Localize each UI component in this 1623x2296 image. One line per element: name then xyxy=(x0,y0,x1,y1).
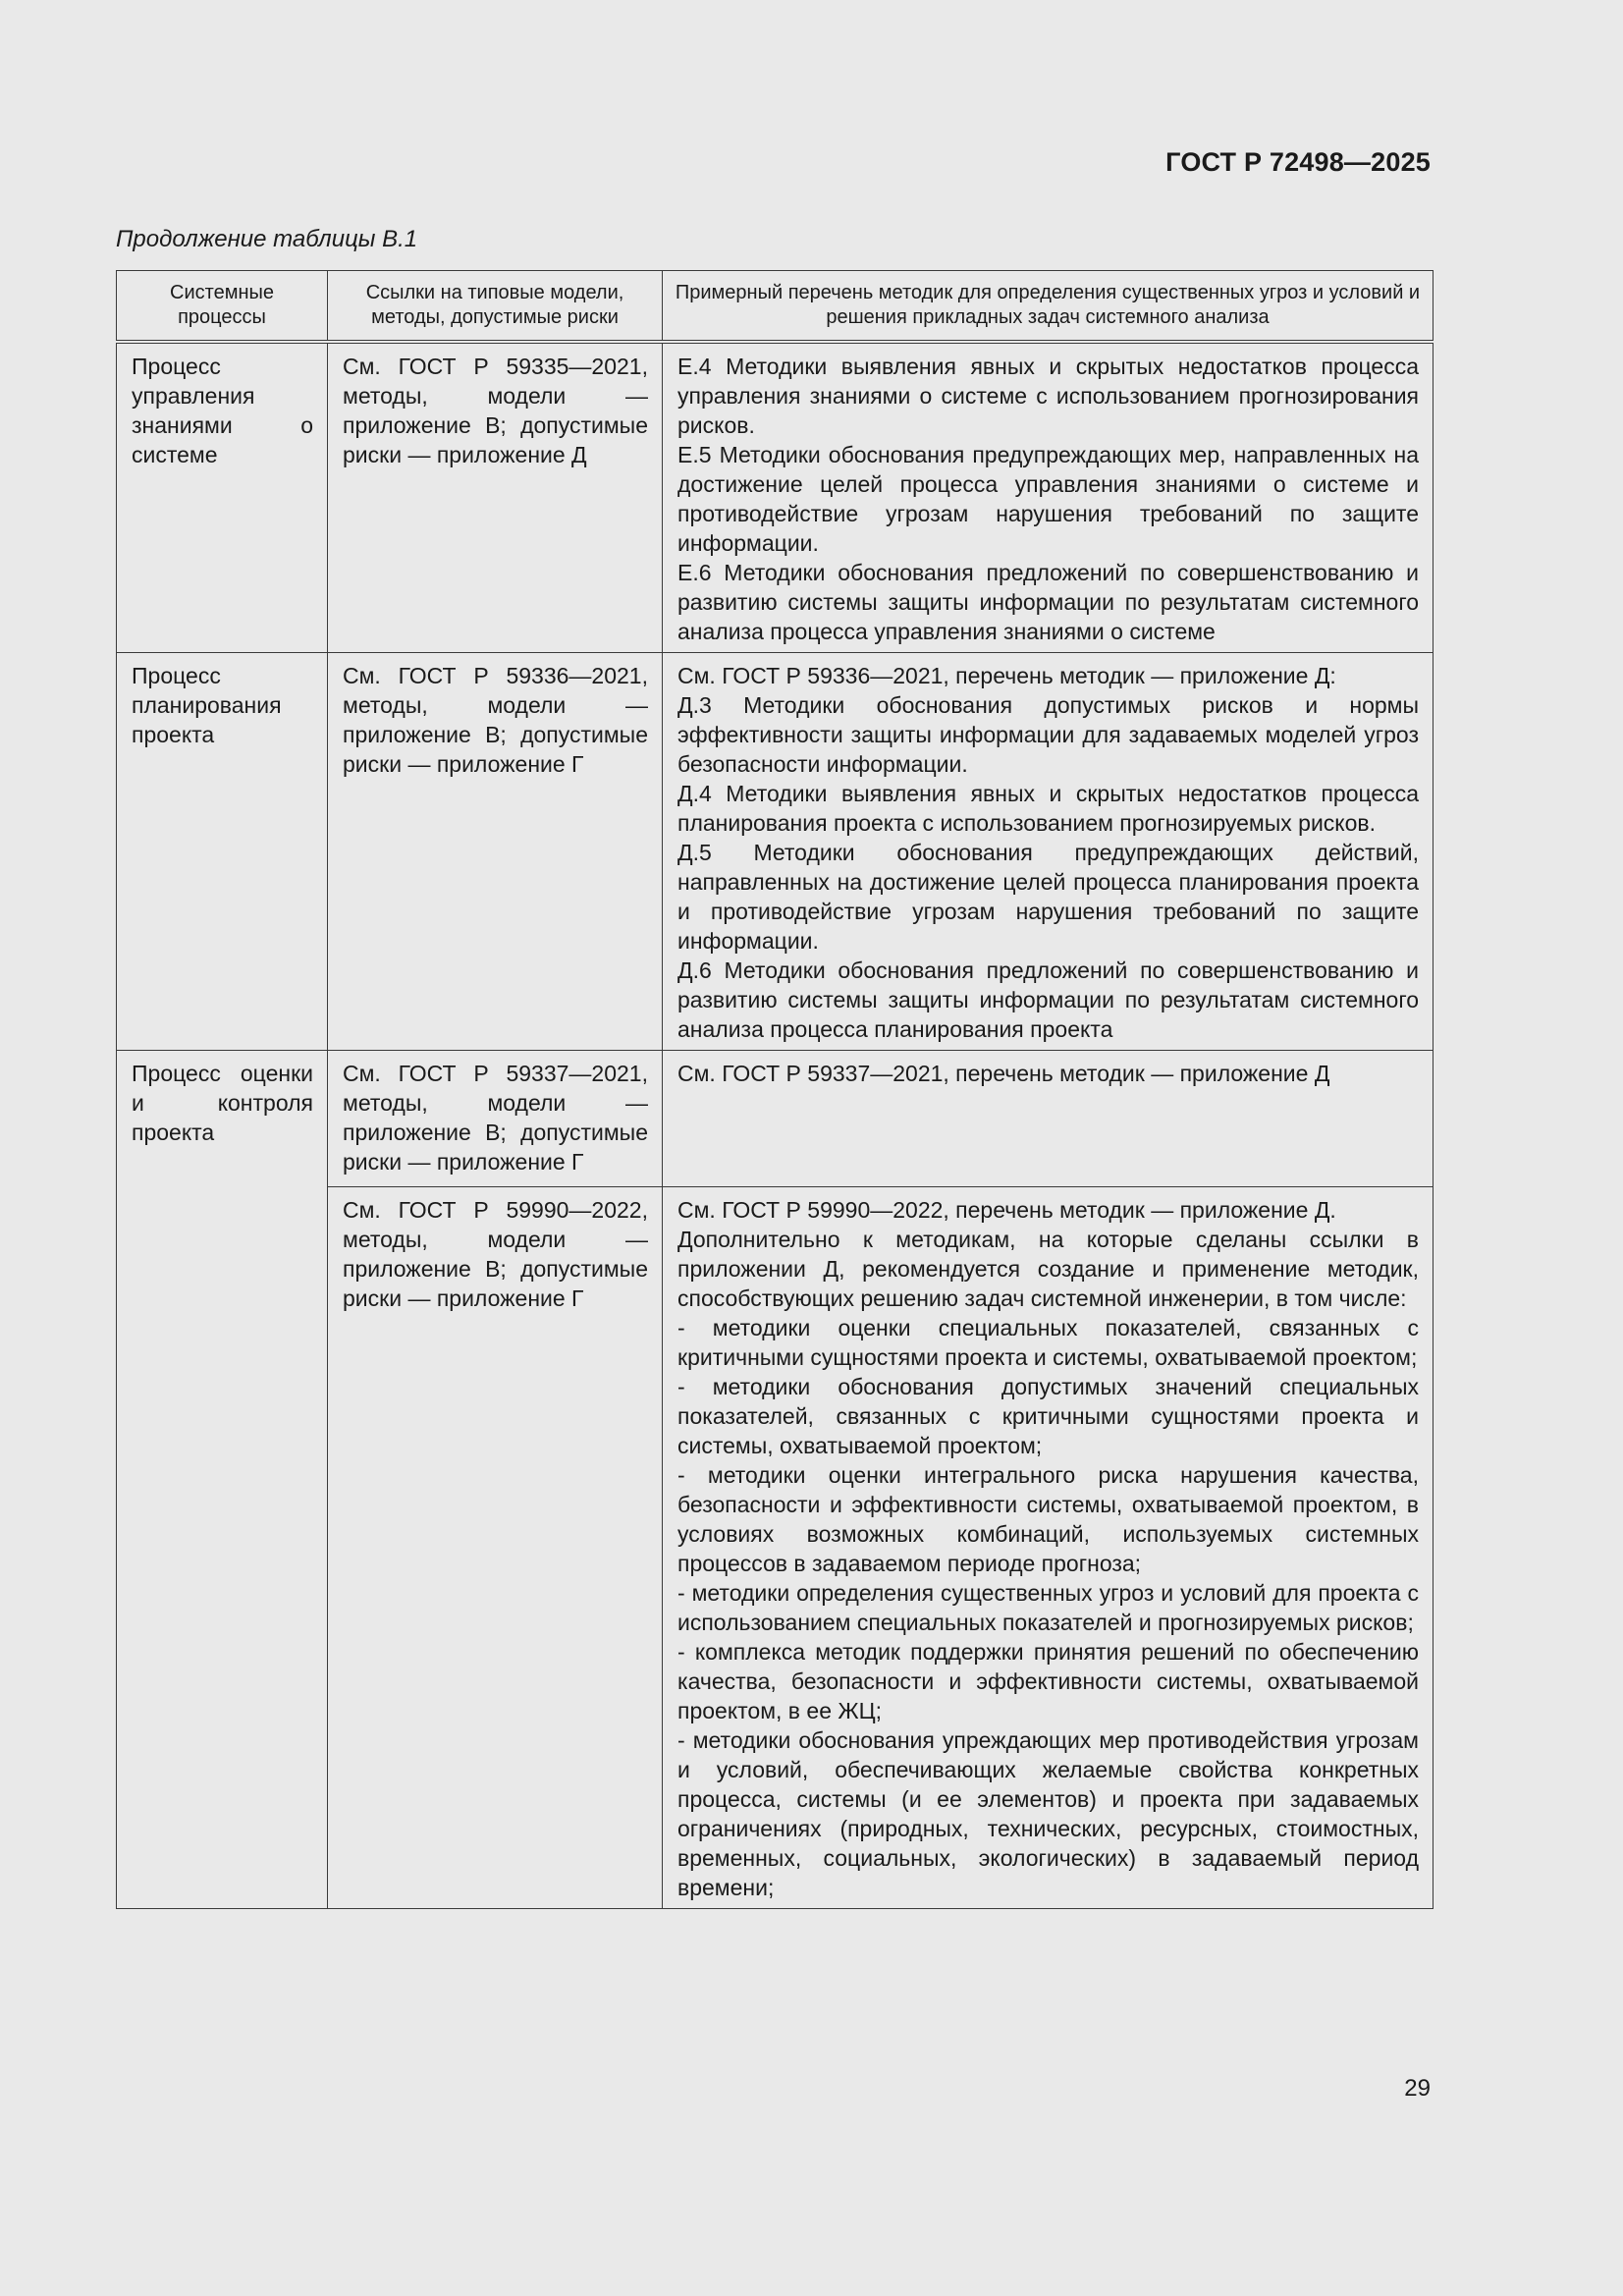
reference-cell xyxy=(328,1187,663,1909)
column-header: Примерный перечень методик для определения существенных угроз и условий и решения прикладных задач системного анализа xyxy=(663,271,1434,343)
method-item: Дополнительно к методикам, на которые сделаны ссылки в приложении Д, рекомендуется создание и применение методик, способствующих решению задач системной инженерии, в том числе: xyxy=(677,1227,1419,1311)
method-item: - методики обоснования упреждающих мер противодействия угрозам и условий, обеспечивающих желаемые свойства конкретных процесса, системы (и ее элементов) и проекта при задаваемых ограничениях (природных, технических, ресурсных, стоимостных, временных, социальных, экологических) в задаваемый период времени; xyxy=(677,1727,1419,1900)
method-item: См. ГОСТ Р 59990—2022, перечень методик — приложение Д. xyxy=(677,1197,1336,1223)
method-item: - методики определения существенных угроз и условий для проекта с использованием специальных показателей и прогнозируемых рисков; xyxy=(677,1580,1419,1635)
method-item: Е.4 Методики выявления явных и скрытых недостатков процесса управления знаниями о системе с использованием прогнозирования рисков. xyxy=(677,354,1419,438)
page-number: 29 xyxy=(1404,2075,1431,2102)
method-item: Е.5 Методики обоснования предупреждающих мер, направленных на достижение целей процесса управления знаниями о системе и противодействие угрозам нарушения требований по защите информации. xyxy=(677,442,1419,556)
table-row xyxy=(117,342,1434,653)
process-cell xyxy=(117,1051,328,1909)
method-item: См. ГОСТ Р 59336—2021, перечень методик — приложение Д: xyxy=(677,663,1336,688)
method-item: Д.3 Методики обоснования допустимых рисков и нормы эффективности защиты информации для задаваемых моделей угроз безопасности информации. xyxy=(677,692,1419,777)
method-item: Д.5 Методики обоснования предупреждающих действий, направленных на достижение целей процесса планирования проекта и противодействие угрозам нарушения требований по защите информации. xyxy=(677,840,1419,954)
methods-cell xyxy=(663,1051,1434,1187)
method-item: - методики оценки интегрального риска нарушения качества, безопасности и эффективности системы, охватываемой проектом, в условиях возможных комбинаций, используемых системных процессов в задаваемом периоде прогноза; xyxy=(677,1462,1419,1576)
process-name: Процесс управления знаниями о системе xyxy=(132,354,313,467)
reference-text: См. ГОСТ Р 59337—2021, методы, модели — приложение В; допустимые риски — приложение Г xyxy=(343,1061,648,1175)
reference-cell xyxy=(328,653,663,1051)
methods-cell xyxy=(663,653,1434,1051)
method-item: - методики обоснования допустимых значений специальных показателей, связанных с критичными сущностями проекта и системы, охватываемой проектом; xyxy=(677,1374,1419,1458)
table-header-row xyxy=(117,271,1434,343)
method-item: Е.6 Методики обоснования предложений по совершенствованию и развитию системы защиты информации по результатам системного анализа процесса управления знаниями о системе xyxy=(677,560,1419,644)
methods-cell xyxy=(663,342,1434,653)
column-header: Ссылки на типовые модели, методы, допустимые риски xyxy=(328,271,663,343)
table-row xyxy=(117,653,1434,1051)
reference-text: См. ГОСТ Р 59336—2021, методы, модели — приложение В; допустимые риски — приложение Г xyxy=(343,663,648,777)
table-caption: Продолжение таблицы В.1 xyxy=(116,226,418,252)
method-item: - методики оценки специальных показателей, связанных с критичными сущностями проекта и системы, охватываемой проектом; xyxy=(677,1315,1419,1370)
column-header: Системные процессы xyxy=(117,271,328,343)
process-cell xyxy=(117,342,328,653)
method-item: - комплекса методик поддержки принятия решений по обеспечению качества, безопасности и эффективности системы, охватываемой проектом, в ее ЖЦ; xyxy=(677,1639,1419,1723)
method-item: Д.4 Методики выявления явных и скрытых недостатков процесса планирования проекта с использованием прогнозируемых рисков. xyxy=(677,781,1419,836)
process-name: Процесс оценки и контроля проекта xyxy=(132,1061,313,1145)
reference-text: См. ГОСТ Р 59335—2021, методы, модели — приложение В; допустимые риски — приложение Д xyxy=(343,354,648,467)
methods-table xyxy=(116,270,1434,1909)
process-name: Процесс планирования проекта xyxy=(132,663,282,747)
process-cell xyxy=(117,653,328,1051)
method-item: Д.6 Методики обоснования предложений по совершенствованию и развитию системы защиты информации по результатам системного анализа процесса планирования проекта xyxy=(677,957,1419,1042)
reference-text: См. ГОСТ Р 59990—2022, методы, модели — приложение В; допустимые риски — приложение Г xyxy=(343,1197,648,1311)
table-row xyxy=(117,1051,1434,1187)
methods-cell xyxy=(663,1187,1434,1909)
reference-cell xyxy=(328,1051,663,1187)
document-code: ГОСТ Р 72498—2025 xyxy=(1165,147,1431,177)
reference-cell xyxy=(328,342,663,653)
method-item: См. ГОСТ Р 59337—2021, перечень методик — приложение Д xyxy=(677,1061,1330,1086)
